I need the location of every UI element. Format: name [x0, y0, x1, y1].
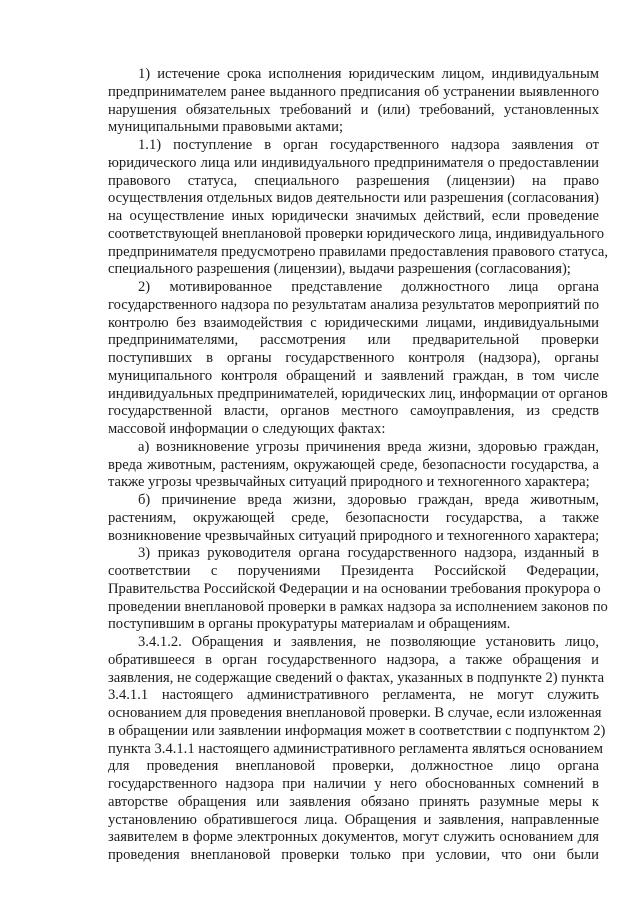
- text-line: 3.4.1.1 настоящего административного регламента, не могут служить: [108, 687, 599, 704]
- text-line: контролю без взаимодействия с юридическими лицами, индивидуальными: [108, 314, 599, 331]
- text-line: поступивших в органы государственного контроля (надзора), органы: [108, 350, 599, 366]
- text-line: заявления, не содержащие сведений о фактах, указанных в подпункте 2) пункта: [108, 669, 605, 686]
- text-line: пункта 3.4.1.1 настоящего административного регламента являться основанием: [108, 740, 604, 757]
- text-line: проведении внеплановой проверки в рамках надзора за исполнением законов по: [108, 598, 608, 615]
- text-line: соответствующей внеплановой проверки юридического лица, индивидуального: [108, 225, 605, 242]
- paragraph: [108, 279, 608, 439]
- text-line: нарушения обязательных требований и (или) требований, установленных: [108, 101, 599, 118]
- text-line: обратившееся в орган государственного надзора, а также обращения и: [108, 651, 599, 668]
- text-line: юридического лица или индивидуального предпринимателя о предоставлении: [108, 154, 599, 171]
- text-line: государственного надзора по результатам анализа результатов мероприятий по: [108, 296, 599, 313]
- text-line: правового статуса, специального разрешения (лицензии) на право: [108, 172, 599, 189]
- text-line: массовой информации о следующих фактах:: [108, 421, 386, 437]
- text-line: авторстве обращения или заявления обязано принять разумные меры к: [108, 793, 599, 810]
- text-line: б) причинение вреда жизни, здоровью граждан, вреда животным,: [138, 492, 599, 508]
- paragraph: [108, 492, 599, 545]
- text-line: 2) мотивированное представление должностного лица органа: [138, 279, 599, 295]
- text-line: 3.4.1.2. Обращения и заявления, не позволяющие установить лицо,: [138, 634, 599, 650]
- text-line: государственной власти, органов местного самоуправления, из средств: [108, 403, 599, 420]
- text-line: для проведения внеплановой проверки, должностное лицо органа: [108, 758, 599, 775]
- text-line: 3) приказ руководителя органа государственного надзора, изданный в: [138, 545, 599, 562]
- text-line: вреда животным, растениям, окружающей среде, безопасности государства, а: [108, 456, 599, 473]
- text-line: возникновение чрезвычайных ситуаций природного и техногенного характера;: [108, 527, 600, 544]
- paragraph: [108, 137, 608, 279]
- text-line: предпринимателями, рассмотрения или предварительной проверки: [108, 332, 599, 349]
- text-line: в обращении или заявлении информация может в соответствии с подпунктом 2): [108, 722, 606, 739]
- text-line: 1) истечение срока исполнения юридическим лицом, индивидуальным: [138, 66, 599, 82]
- text-line: заявителем в форме электронных документов, могут служить основанием для: [108, 829, 599, 846]
- text-line: Правительства Российской Федерации и на основании требования прокурора о: [108, 580, 601, 597]
- text-line: а) возникновение угрозы причинения вреда жизни, здоровью граждан,: [138, 438, 599, 455]
- text-line: индивидуальных предпринимателей, юридических лиц, информации от органов: [108, 385, 608, 402]
- text-line: проведения внеплановой проверки только при условии, что они были: [108, 847, 599, 863]
- paragraph: [108, 545, 608, 634]
- text-line: также угрозы чрезвычайных ситуаций природного и техногенного характера;: [108, 474, 590, 491]
- text-line: соответствии с поручениями Президента Российской Федерации,: [108, 563, 599, 579]
- text-line: основанием для проведения внеплановой проверки. В случае, если изложенная: [108, 705, 602, 721]
- paragraph: [108, 66, 599, 137]
- text-line: государственного надзора при наличии у него обоснованных сомнений в: [108, 776, 599, 792]
- text-line: растениям, окружающей среде, безопасности государства, а также: [108, 509, 599, 526]
- text-line: осуществления отдельных видов деятельности или разрешения (согласования): [108, 190, 599, 207]
- text-line: муниципального контроля обращений и заявлений граждан, в том числе: [108, 367, 599, 384]
- paragraph: [108, 634, 606, 865]
- document-page: [108, 66, 608, 865]
- text-line: на осуществление иных юридически значимых действий, если проведение: [108, 208, 599, 224]
- text-line: установлению обратившегося лица. Обращения и заявления, направленные: [108, 811, 599, 828]
- text-line: 1.1) поступление в орган государственного надзора заявления от: [138, 137, 599, 153]
- text-line: предпринимателя предусмотрено правилами предоставления правового статуса,: [108, 243, 608, 260]
- text-line: муниципальными правовыми актами;: [108, 119, 344, 136]
- text-line: предпринимателем ранее выданного предписания об устранении выявленного: [108, 83, 599, 100]
- text-line: специального разрешения (лицензии), выдачи разрешения (согласования);: [108, 261, 571, 278]
- paragraph: [108, 439, 599, 492]
- text-line: поступившим в органы прокуратуры материалам и обращениям.: [108, 616, 511, 633]
